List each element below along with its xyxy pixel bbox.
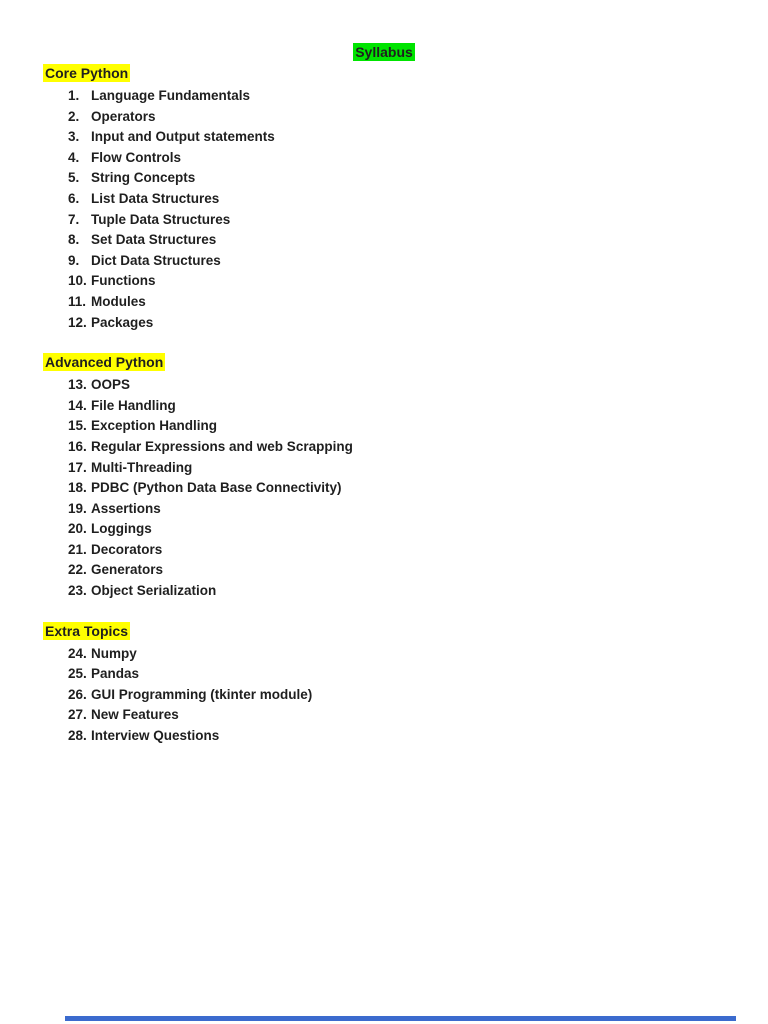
list-item xyxy=(68,437,768,458)
list-item xyxy=(68,127,768,148)
list-item xyxy=(68,396,768,417)
section-heading-advanced-python: Advanced Python xyxy=(45,354,164,371)
item-number: 28. xyxy=(68,728,87,744)
item-label: New Features xyxy=(91,707,179,723)
list-item xyxy=(68,705,768,726)
item-number: 1. xyxy=(68,88,80,103)
item-number: 18. xyxy=(68,480,87,496)
item-number: 26. xyxy=(68,686,87,702)
item-label: Exception Handling xyxy=(91,418,218,434)
list-item xyxy=(68,168,768,189)
section-heading-row xyxy=(43,64,768,83)
item-number: 23. xyxy=(68,583,87,599)
title-row xyxy=(0,0,768,62)
item-label: Dict Data Structures xyxy=(91,252,221,268)
item-label: Input and Output statements xyxy=(91,129,275,145)
list-item xyxy=(68,499,768,520)
item-number: 6. xyxy=(68,190,80,206)
item-label: Loggings xyxy=(91,521,152,537)
list-item xyxy=(68,210,768,231)
list-item xyxy=(68,107,768,128)
item-label: GUI Programming (tkinter module) xyxy=(91,686,313,702)
item-number: 9. xyxy=(68,252,80,268)
item-label: File Handling xyxy=(91,397,176,413)
section-heading-row xyxy=(43,622,768,641)
list-item xyxy=(68,416,768,437)
item-label: List Data Structures xyxy=(91,190,220,206)
item-label: Functions xyxy=(91,273,156,289)
item-number: 10. xyxy=(68,273,87,289)
item-label: Language Fundamentals xyxy=(91,88,251,103)
item-label: Pandas xyxy=(91,666,140,682)
item-label: Decorators xyxy=(91,541,163,557)
item-number: 21. xyxy=(68,541,87,557)
item-label: Object Serialization xyxy=(91,583,217,599)
item-number: 5. xyxy=(68,170,80,186)
section-heading-core-python: Core Python xyxy=(45,65,129,81)
item-label: Modules xyxy=(91,293,146,309)
list-item xyxy=(68,375,768,396)
item-label: Operators xyxy=(91,108,156,124)
item-label: Flow Controls xyxy=(91,149,181,165)
section-heading-row xyxy=(43,353,768,372)
list-item xyxy=(68,664,768,685)
item-number: 16. xyxy=(68,438,87,454)
list-item xyxy=(68,644,768,665)
list-item xyxy=(68,458,768,479)
list-item xyxy=(68,581,768,602)
item-number: 12. xyxy=(68,314,87,330)
sections xyxy=(43,64,768,747)
item-label: Generators xyxy=(91,562,164,578)
section-heading-extra-topics: Extra Topics xyxy=(45,622,128,639)
item-label: Assertions xyxy=(91,500,161,516)
item-label: Set Data Structures xyxy=(91,232,217,248)
list-item xyxy=(68,148,768,169)
item-label: Packages xyxy=(91,314,154,330)
page-separator xyxy=(65,1016,736,1021)
item-label: Interview Questions xyxy=(91,728,220,744)
list-item xyxy=(68,540,768,561)
item-number: 25. xyxy=(68,666,87,682)
section-core-python xyxy=(43,64,768,333)
item-number: 4. xyxy=(68,149,80,165)
item-label: Numpy xyxy=(91,645,137,661)
item-number: 14. xyxy=(68,397,87,413)
item-number: 22. xyxy=(68,562,87,578)
list-item xyxy=(68,251,768,272)
item-label: String Concepts xyxy=(91,170,196,186)
list-item xyxy=(68,86,768,107)
page-title: Syllabus xyxy=(355,44,413,60)
item-label: Multi-Threading xyxy=(91,459,193,475)
list-item xyxy=(68,519,768,540)
item-number: 11. xyxy=(68,293,87,309)
item-number: 27. xyxy=(68,707,87,723)
item-label: PDBC (Python Data Base Connectivity) xyxy=(91,480,342,496)
item-label: OOPS xyxy=(91,377,131,393)
item-number: 2. xyxy=(68,108,80,124)
list-item xyxy=(68,292,768,313)
list-item xyxy=(68,189,768,210)
section-advanced-python xyxy=(43,353,768,602)
item-number: 24. xyxy=(68,645,87,661)
item-number: 7. xyxy=(68,211,80,227)
list-item xyxy=(68,313,768,334)
item-number: 3. xyxy=(68,129,80,145)
list-item xyxy=(68,271,768,292)
item-number: 8. xyxy=(68,232,80,248)
section-extra-topics xyxy=(43,622,768,747)
item-number: 19. xyxy=(68,500,87,516)
item-number: 20. xyxy=(68,521,87,537)
list-item xyxy=(68,478,768,499)
list-item xyxy=(68,560,768,581)
list-item xyxy=(68,230,768,251)
item-number: 15. xyxy=(68,418,87,434)
list-item xyxy=(68,726,768,747)
item-number: 13. xyxy=(68,377,87,393)
item-number: 17. xyxy=(68,459,87,475)
item-label: Tuple Data Structures xyxy=(91,211,231,227)
item-label: Regular Expressions and web Scrapping xyxy=(91,438,353,454)
list-item xyxy=(68,685,768,706)
